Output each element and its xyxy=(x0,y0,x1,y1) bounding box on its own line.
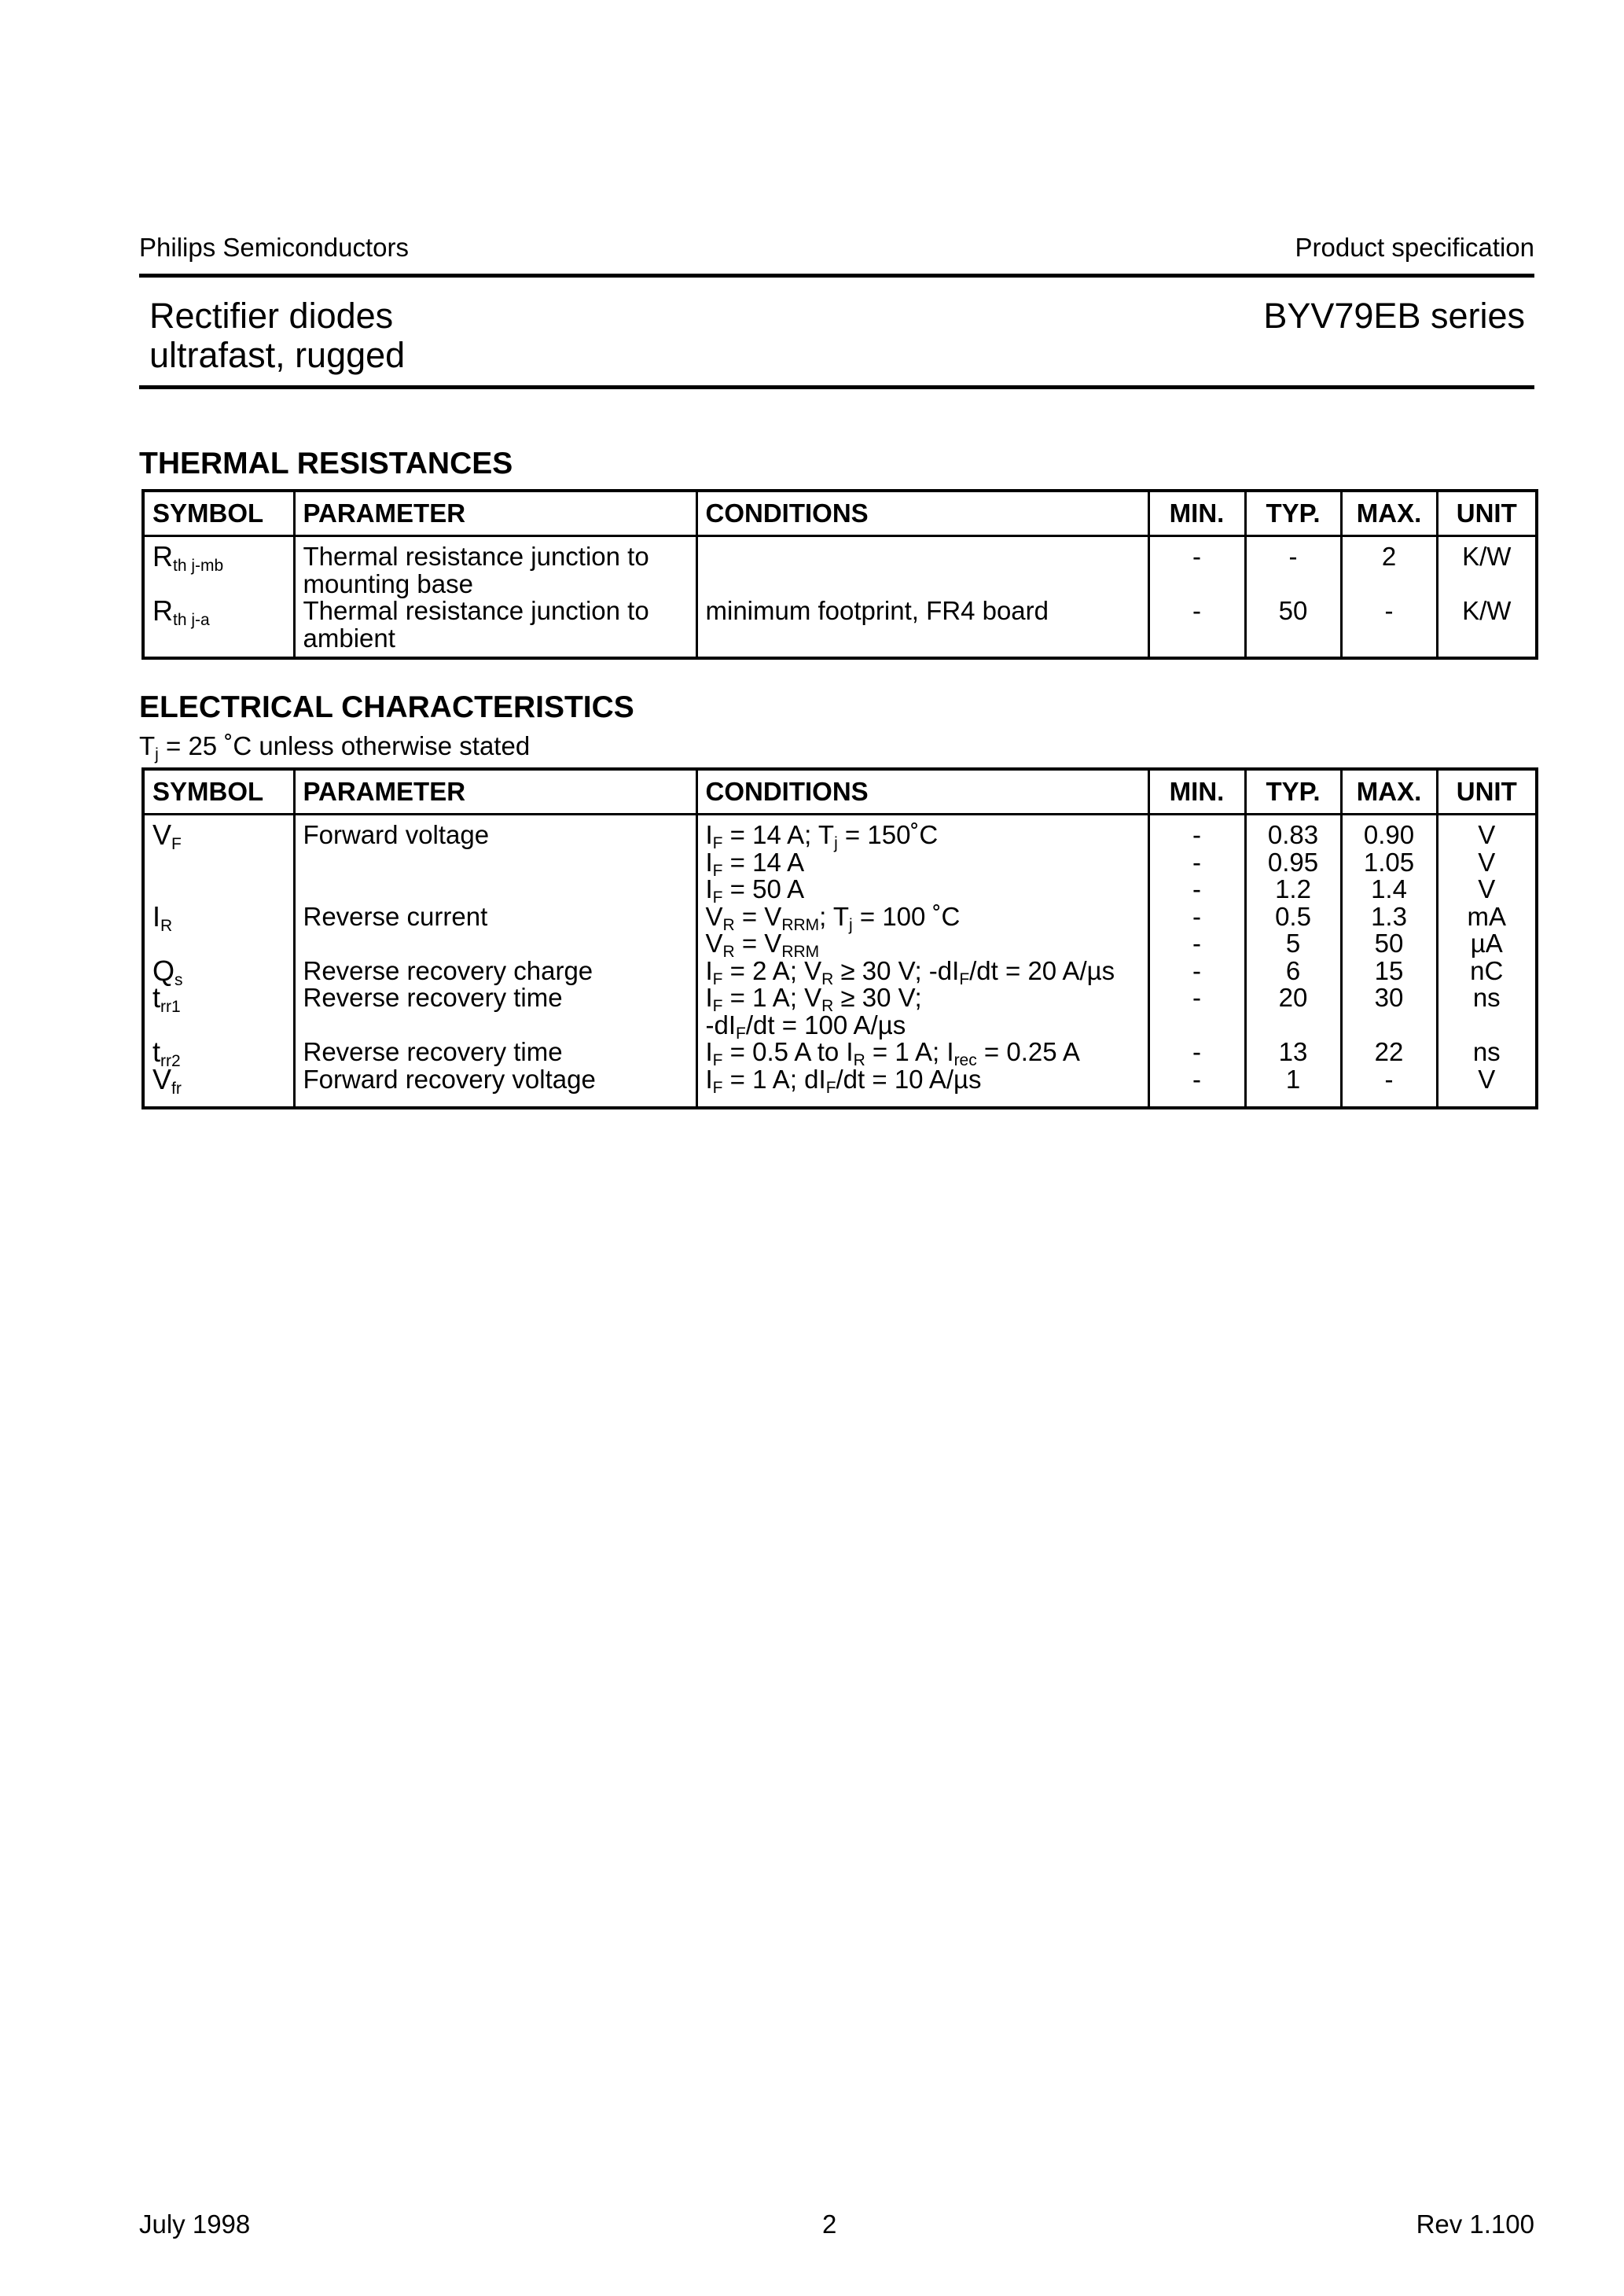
header-rule-top xyxy=(139,274,1534,278)
max-cell: 2 - xyxy=(1341,536,1437,659)
symbol-ir: $I_R$ xyxy=(152,900,173,935)
symbol-vfr: $V_{fr}$ xyxy=(152,1062,182,1098)
electrical-header-row xyxy=(143,769,1537,815)
electrical-table xyxy=(141,767,1538,1109)
part-number: BYV79EB series xyxy=(1263,296,1525,336)
col-typ: TYP. xyxy=(1245,769,1341,815)
col-max: MAX. xyxy=(1341,491,1437,536)
col-min: MIN. xyxy=(1148,769,1245,815)
col-unit: UNIT xyxy=(1437,491,1537,536)
max-cell: 0.90 1.05 1.4 1.3 50 15 30 22 - xyxy=(1341,815,1437,1109)
col-parameter: PARAMETER xyxy=(294,491,696,536)
col-parameter: PARAMETER xyxy=(294,769,696,815)
symbol-vf: $V_F$ xyxy=(152,819,182,853)
typ-cell: - 50 xyxy=(1245,536,1341,659)
product-title-line1: Rectifier diodes xyxy=(149,296,394,336)
unit-cell: V V V mA µA nC ns ns V xyxy=(1467,820,1506,1094)
thermal-section-title: THERMAL RESISTANCES xyxy=(139,447,513,480)
symbol-trr1: $t_{rr1}$ xyxy=(152,981,181,1016)
thermal-table xyxy=(141,489,1538,660)
symbol-rth-jmb: $R_{th j-mb}$ xyxy=(152,540,224,575)
document-type: Product specification xyxy=(1295,233,1534,262)
symbol-cell xyxy=(143,815,294,1109)
min-cell: - - xyxy=(1148,536,1245,659)
product-title-line2: ultrafast, rugged xyxy=(149,335,406,375)
footer-page-number: 2 xyxy=(822,2210,837,2239)
thermal-header-row xyxy=(143,491,1537,536)
typ-cell: 0.83 0.95 1.2 0.5 5 6 20 13 1 xyxy=(1245,815,1341,1109)
test-condition-note: $T_j = 25$ ˚C unless otherwise stated xyxy=(139,731,531,763)
symbol-cell xyxy=(143,536,294,659)
col-conditions: CONDITIONS xyxy=(696,491,1148,536)
min-cell: - - - - - - - - - xyxy=(1148,815,1245,1109)
col-conditions: CONDITIONS xyxy=(696,769,1148,815)
electrical-section-title: ELECTRICAL CHARACTERISTICS xyxy=(139,690,634,724)
header-rule-bottom xyxy=(139,385,1534,389)
footer-revision: Rev 1.100 xyxy=(1416,2210,1534,2239)
col-symbol: SYMBOL xyxy=(143,769,294,815)
symbol-rth-ja: $R_{th j-a}$ xyxy=(152,594,210,629)
col-unit: UNIT xyxy=(1437,769,1537,815)
table-row xyxy=(143,536,1537,659)
symbol-trr2: $t_{rr2}$ xyxy=(152,1036,181,1070)
col-typ: TYP. xyxy=(1245,491,1341,536)
company-name: Philips Semiconductors xyxy=(139,233,409,262)
col-symbol: SYMBOL xyxy=(143,491,294,536)
unit-cell: K/W K/W xyxy=(1462,542,1512,625)
symbol-qs: $Q_s$ xyxy=(152,954,183,989)
product-title xyxy=(149,296,405,375)
conditions-cell: minimum footprint, FR4 board xyxy=(696,536,1148,659)
table-row xyxy=(143,815,1537,1109)
parameter-cell: Forward voltage Reverse current Reverse recovery charge Reverse recovery time Reverse recovery time Forward recovery voltage xyxy=(294,815,696,1109)
conditions-cell: $I_F = 14$ A; $T_j$ = 150˚C $I_F = 14$ A $I_F = 50$ A $V_R = V_{RRM}$; $T_j = 100$ ˚C $V_R = V_{RRM}$ $I_F = 2$ A; $V_R \ge 30$ V; $-dI_F/dt = 20$ A/µs $I_F = 1$ A; $V_R \ge 30$ V; $-dI_F/dt = 100$ A/µs $I_F = 0.5$ A to $I_R = 1$ A; $I_{rec} = 0.25$ A $I_F = 1$ A; $dI_F/dt = 10$ A/µs xyxy=(696,815,1148,1109)
col-min: MIN. xyxy=(1148,491,1245,536)
col-max: MAX. xyxy=(1341,769,1437,815)
footer-date: July 1998 xyxy=(139,2210,251,2239)
parameter-cell: Thermal resistance junction to mounting base Thermal resistance junction to ambient xyxy=(294,536,696,659)
